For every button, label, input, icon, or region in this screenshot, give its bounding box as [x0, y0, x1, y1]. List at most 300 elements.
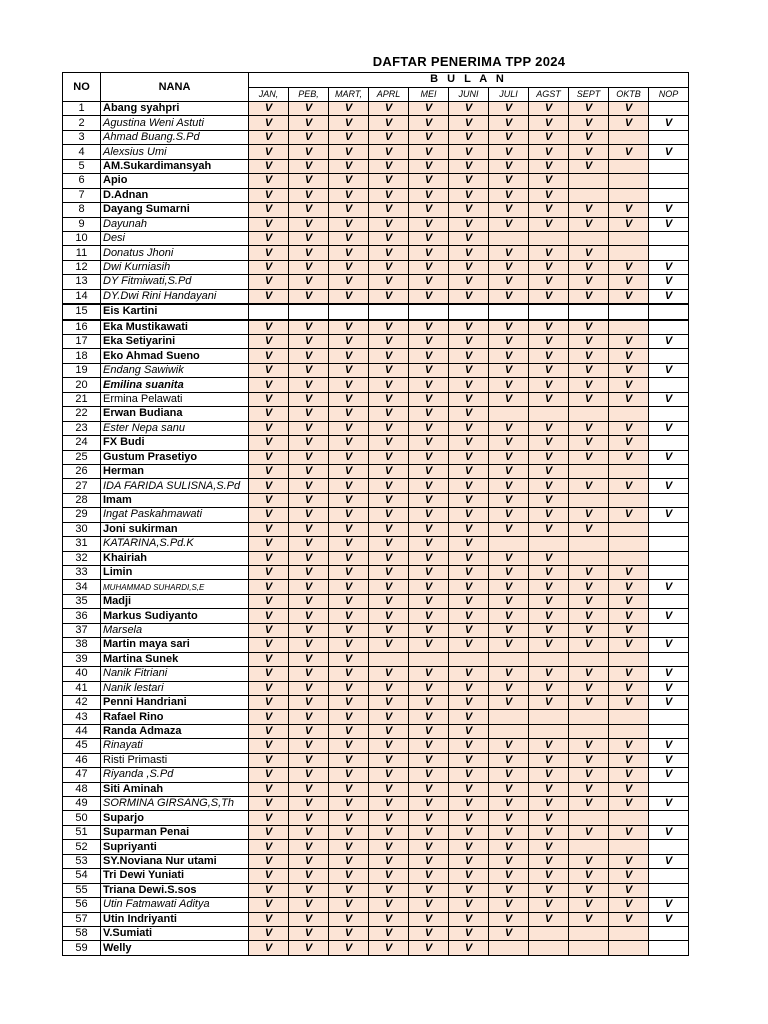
month-mark: V: [329, 623, 369, 637]
month-mark: V: [409, 392, 449, 406]
month-mark: V: [489, 493, 529, 507]
month-mark: V: [569, 349, 609, 363]
table-row: [63, 695, 689, 709]
month-mark: V: [609, 681, 649, 695]
month-mark: V: [449, 580, 489, 594]
row-number: 21: [63, 392, 101, 406]
month-mark: V: [569, 753, 609, 767]
table-row: [63, 623, 689, 637]
month-mark: V: [249, 912, 289, 926]
month-mark: V: [529, 246, 569, 260]
month-mark: V: [609, 854, 649, 868]
row-number: 9: [63, 217, 101, 231]
row-number: 25: [63, 450, 101, 464]
month-mark: V: [249, 378, 289, 392]
month-mark: V: [409, 289, 449, 304]
month-mark: V: [369, 231, 409, 245]
month-mark: V: [249, 753, 289, 767]
month-mark: V: [369, 753, 409, 767]
month-mark: V: [369, 854, 409, 868]
month-mark: V: [489, 174, 529, 188]
month-mark: [609, 710, 649, 724]
month-mark: V: [249, 102, 289, 116]
month-mark: V: [529, 883, 569, 897]
month-mark: V: [649, 638, 689, 652]
month-mark: V: [289, 941, 329, 955]
month-mark: V: [409, 768, 449, 782]
month-header: NOP: [649, 87, 689, 102]
month-mark: V: [369, 638, 409, 652]
month-mark: [569, 304, 609, 319]
month-mark: V: [609, 695, 649, 709]
month-mark: [449, 304, 489, 319]
row-number: 33: [63, 566, 101, 580]
month-mark: V: [409, 436, 449, 450]
recipient-name: DY.Dwi Rini Handayani: [101, 289, 249, 304]
month-mark: V: [329, 898, 369, 912]
month-mark: V: [649, 667, 689, 681]
month-mark: V: [449, 407, 489, 421]
month-mark: V: [409, 898, 449, 912]
recipient-name: Riyanda ,S.Pd: [101, 768, 249, 782]
month-mark: V: [449, 537, 489, 551]
table-row: [63, 260, 689, 274]
month-mark: V: [449, 941, 489, 955]
month-mark: V: [649, 580, 689, 594]
month-mark: [529, 724, 569, 738]
month-mark: V: [529, 102, 569, 116]
month-mark: V: [249, 695, 289, 709]
row-number: 31: [63, 537, 101, 551]
month-mark: V: [649, 203, 689, 217]
month-mark: V: [249, 782, 289, 796]
table-row: [63, 753, 689, 767]
month-mark: V: [289, 580, 329, 594]
table-row: [63, 349, 689, 363]
table-row: [63, 797, 689, 811]
month-mark: V: [249, 275, 289, 289]
recipient-name: Limin: [101, 566, 249, 580]
table-row: [63, 464, 689, 478]
month-mark: V: [409, 522, 449, 536]
month-mark: [489, 231, 529, 245]
month-mark: V: [329, 854, 369, 868]
month-mark: V: [489, 623, 529, 637]
month-mark: V: [329, 710, 369, 724]
month-mark: V: [289, 275, 329, 289]
month-mark: V: [529, 436, 569, 450]
month-mark: V: [489, 768, 529, 782]
month-mark: V: [449, 667, 489, 681]
month-mark: V: [369, 188, 409, 202]
table-row: [63, 436, 689, 450]
month-mark: V: [289, 320, 329, 335]
month-mark: V: [249, 840, 289, 854]
month-mark: V: [609, 479, 649, 493]
month-mark: V: [449, 594, 489, 608]
month-mark: V: [409, 854, 449, 868]
month-mark: V: [329, 130, 369, 144]
month-mark: V: [329, 289, 369, 304]
month-mark: V: [449, 926, 489, 940]
month-mark: V: [609, 869, 649, 883]
recipient-name: SY.Noviana Nur utami: [101, 854, 249, 868]
recipient-name: V.Sumiati: [101, 926, 249, 940]
month-mark: V: [329, 378, 369, 392]
month-mark: [609, 926, 649, 940]
table-row: [63, 407, 689, 421]
month-mark: [649, 594, 689, 608]
month-mark: [609, 246, 649, 260]
month-mark: [609, 231, 649, 245]
month-mark: V: [449, 246, 489, 260]
month-mark: V: [649, 335, 689, 349]
month-mark: V: [489, 217, 529, 231]
month-mark: [649, 159, 689, 173]
month-mark: V: [529, 840, 569, 854]
table-row: [63, 231, 689, 245]
month-mark: V: [529, 782, 569, 796]
month-mark: V: [369, 695, 409, 709]
month-mark: V: [489, 926, 529, 940]
row-number: 20: [63, 378, 101, 392]
month-mark: V: [489, 116, 529, 130]
table-row: [63, 883, 689, 897]
row-number: 37: [63, 623, 101, 637]
month-mark: V: [449, 145, 489, 159]
month-mark: V: [609, 102, 649, 116]
month-mark: V: [409, 941, 449, 955]
month-mark: V: [489, 912, 529, 926]
month-mark: V: [609, 797, 649, 811]
month-mark: V: [649, 797, 689, 811]
recipient-name: Imam: [101, 493, 249, 507]
month-mark: V: [409, 275, 449, 289]
month-mark: V: [369, 926, 409, 940]
month-mark: V: [329, 941, 369, 955]
month-mark: V: [569, 145, 609, 159]
row-number: 34: [63, 580, 101, 594]
month-mark: V: [369, 537, 409, 551]
month-header: PEB,: [289, 87, 329, 102]
month-header: AGST: [529, 87, 569, 102]
month-mark: V: [249, 130, 289, 144]
month-mark: V: [449, 609, 489, 623]
month-mark: V: [409, 246, 449, 260]
month-mark: V: [409, 203, 449, 217]
row-number: 12: [63, 260, 101, 274]
month-mark: V: [569, 566, 609, 580]
row-number: 46: [63, 753, 101, 767]
row-number: 55: [63, 883, 101, 897]
month-mark: V: [369, 217, 409, 231]
table-row: [63, 869, 689, 883]
month-mark: V: [489, 695, 529, 709]
month-mark: V: [649, 825, 689, 839]
recipient-name: MUHAMMAD SUHARDI,S,E: [101, 580, 249, 594]
month-mark: [649, 811, 689, 825]
month-mark: V: [329, 580, 369, 594]
month-mark: [569, 464, 609, 478]
month-mark: V: [489, 681, 529, 695]
month-mark: V: [609, 609, 649, 623]
row-number: 32: [63, 551, 101, 565]
recipient-name: Randa Admaza: [101, 724, 249, 738]
month-mark: V: [449, 493, 489, 507]
month-mark: V: [529, 174, 569, 188]
month-mark: V: [369, 912, 409, 926]
month-mark: [649, 883, 689, 897]
month-mark: [489, 941, 529, 955]
month-mark: V: [529, 869, 569, 883]
month-mark: V: [409, 464, 449, 478]
month-mark: V: [569, 623, 609, 637]
recipient-name: Triana Dewi.S.sos: [101, 883, 249, 897]
month-mark: V: [649, 275, 689, 289]
month-mark: V: [529, 768, 569, 782]
month-mark: V: [569, 320, 609, 335]
month-mark: V: [569, 275, 609, 289]
table-row: [63, 174, 689, 188]
month-mark: V: [529, 580, 569, 594]
month-mark: V: [289, 811, 329, 825]
month-mark: [569, 231, 609, 245]
month-mark: V: [569, 609, 609, 623]
month-mark: V: [289, 407, 329, 421]
recipient-name: Martin maya sari: [101, 638, 249, 652]
month-mark: V: [369, 246, 409, 260]
month-mark: V: [289, 335, 329, 349]
month-mark: V: [369, 493, 409, 507]
month-mark: V: [609, 378, 649, 392]
recipient-name: Martina Sunek: [101, 652, 249, 666]
month-mark: V: [289, 551, 329, 565]
month-mark: [609, 522, 649, 536]
month-mark: V: [449, 289, 489, 304]
month-mark: [569, 493, 609, 507]
month-mark: V: [249, 681, 289, 695]
month-mark: [609, 941, 649, 955]
month-mark: V: [329, 912, 369, 926]
month-mark: V: [449, 203, 489, 217]
month-mark: V: [569, 695, 609, 709]
month-mark: V: [329, 349, 369, 363]
month-mark: V: [369, 941, 409, 955]
row-number: 8: [63, 203, 101, 217]
recipient-name: Supriyanti: [101, 840, 249, 854]
month-mark: V: [369, 130, 409, 144]
month-mark: V: [489, 551, 529, 565]
month-mark: V: [529, 130, 569, 144]
row-number: 49: [63, 797, 101, 811]
recipient-name: Marsela: [101, 623, 249, 637]
table-row: [63, 580, 689, 594]
month-mark: V: [489, 854, 529, 868]
month-mark: V: [369, 335, 409, 349]
recipient-name: DY Fitmiwati,S.Pd: [101, 275, 249, 289]
month-mark: V: [369, 159, 409, 173]
month-mark: V: [409, 217, 449, 231]
month-mark: V: [289, 883, 329, 897]
row-number: 54: [63, 869, 101, 883]
recipient-name: Dayang Sumarni: [101, 203, 249, 217]
month-mark: [609, 320, 649, 335]
month-mark: V: [329, 681, 369, 695]
table-row: [63, 941, 689, 955]
month-mark: V: [529, 421, 569, 435]
month-mark: V: [289, 392, 329, 406]
month-mark: V: [369, 594, 409, 608]
month-mark: V: [609, 275, 649, 289]
table-row: [63, 739, 689, 753]
table-row: [63, 638, 689, 652]
month-mark: V: [329, 116, 369, 130]
month-mark: V: [609, 623, 649, 637]
month-mark: V: [369, 869, 409, 883]
month-mark: V: [529, 508, 569, 522]
month-mark: V: [449, 436, 489, 450]
month-mark: V: [369, 289, 409, 304]
month-mark: V: [569, 116, 609, 130]
month-mark: V: [409, 335, 449, 349]
month-mark: V: [409, 926, 449, 940]
recipient-name: FX Budi: [101, 436, 249, 450]
table-row: [63, 116, 689, 130]
row-number: 10: [63, 231, 101, 245]
month-mark: V: [249, 638, 289, 652]
table-row: [63, 289, 689, 304]
month-mark: V: [449, 869, 489, 883]
month-mark: V: [369, 450, 409, 464]
table-row: [63, 594, 689, 608]
month-mark: V: [409, 493, 449, 507]
month-mark: V: [449, 522, 489, 536]
month-mark: V: [369, 609, 409, 623]
month-mark: V: [449, 739, 489, 753]
month-mark: V: [649, 609, 689, 623]
month-mark: V: [529, 898, 569, 912]
month-mark: V: [649, 260, 689, 274]
month-mark: V: [289, 609, 329, 623]
month-mark: V: [569, 522, 609, 536]
month-mark: [609, 464, 649, 478]
table-row: [63, 825, 689, 839]
month-mark: V: [489, 464, 529, 478]
month-mark: V: [289, 116, 329, 130]
month-header: APRL: [369, 87, 409, 102]
month-mark: V: [409, 609, 449, 623]
month-mark: V: [249, 551, 289, 565]
month-mark: V: [409, 623, 449, 637]
month-mark: V: [609, 753, 649, 767]
month-mark: V: [369, 260, 409, 274]
month-mark: V: [569, 638, 609, 652]
month-mark: V: [449, 681, 489, 695]
table-row: [63, 811, 689, 825]
recipient-name: Endang Sawiwik: [101, 363, 249, 377]
month-mark: [569, 188, 609, 202]
month-mark: [609, 407, 649, 421]
month-mark: V: [569, 898, 609, 912]
month-mark: V: [449, 349, 489, 363]
month-mark: V: [289, 522, 329, 536]
month-mark: V: [649, 898, 689, 912]
month-mark: V: [329, 464, 369, 478]
month-mark: V: [409, 782, 449, 796]
table-row: [63, 493, 689, 507]
month-mark: V: [409, 378, 449, 392]
month-mark: V: [449, 753, 489, 767]
month-mark: V: [649, 854, 689, 868]
month-mark: V: [529, 566, 569, 580]
month-mark: V: [369, 840, 409, 854]
month-mark: V: [449, 116, 489, 130]
month-mark: V: [409, 638, 449, 652]
month-mark: V: [449, 854, 489, 868]
month-mark: V: [369, 363, 409, 377]
month-mark: V: [249, 667, 289, 681]
month-mark: V: [489, 609, 529, 623]
month-mark: V: [489, 349, 529, 363]
month-mark: V: [489, 188, 529, 202]
month-mark: V: [569, 681, 609, 695]
month-mark: V: [369, 145, 409, 159]
month-mark: V: [249, 231, 289, 245]
month-mark: V: [489, 580, 529, 594]
month-mark: V: [449, 479, 489, 493]
month-mark: V: [569, 782, 609, 796]
month-mark: V: [369, 275, 409, 289]
month-mark: [529, 926, 569, 940]
table-row: [63, 392, 689, 406]
month-mark: V: [369, 782, 409, 796]
month-mark: V: [289, 464, 329, 478]
row-number: 7: [63, 188, 101, 202]
month-mark: V: [529, 349, 569, 363]
month-mark: V: [329, 436, 369, 450]
month-mark: V: [249, 811, 289, 825]
month-mark: [649, 246, 689, 260]
month-mark: V: [329, 609, 369, 623]
month-mark: V: [489, 782, 529, 796]
table-row: [63, 130, 689, 144]
month-mark: V: [289, 638, 329, 652]
row-number: 57: [63, 912, 101, 926]
month-mark: V: [489, 363, 529, 377]
month-mark: V: [329, 811, 369, 825]
month-mark: V: [329, 566, 369, 580]
month-mark: V: [289, 174, 329, 188]
month-mark: V: [529, 335, 569, 349]
month-mark: V: [449, 378, 489, 392]
month-mark: [609, 188, 649, 202]
month-mark: [569, 811, 609, 825]
month-mark: V: [329, 421, 369, 435]
month-mark: [649, 782, 689, 796]
recipient-name: Apio: [101, 174, 249, 188]
month-mark: V: [649, 695, 689, 709]
month-mark: V: [609, 217, 649, 231]
table-row: [63, 450, 689, 464]
month-mark: [569, 537, 609, 551]
row-number: 28: [63, 493, 101, 507]
month-mark: V: [489, 479, 529, 493]
month-mark: V: [329, 159, 369, 173]
month-mark: V: [289, 102, 329, 116]
month-mark: V: [249, 188, 289, 202]
month-mark: V: [449, 912, 489, 926]
month-mark: V: [569, 825, 609, 839]
